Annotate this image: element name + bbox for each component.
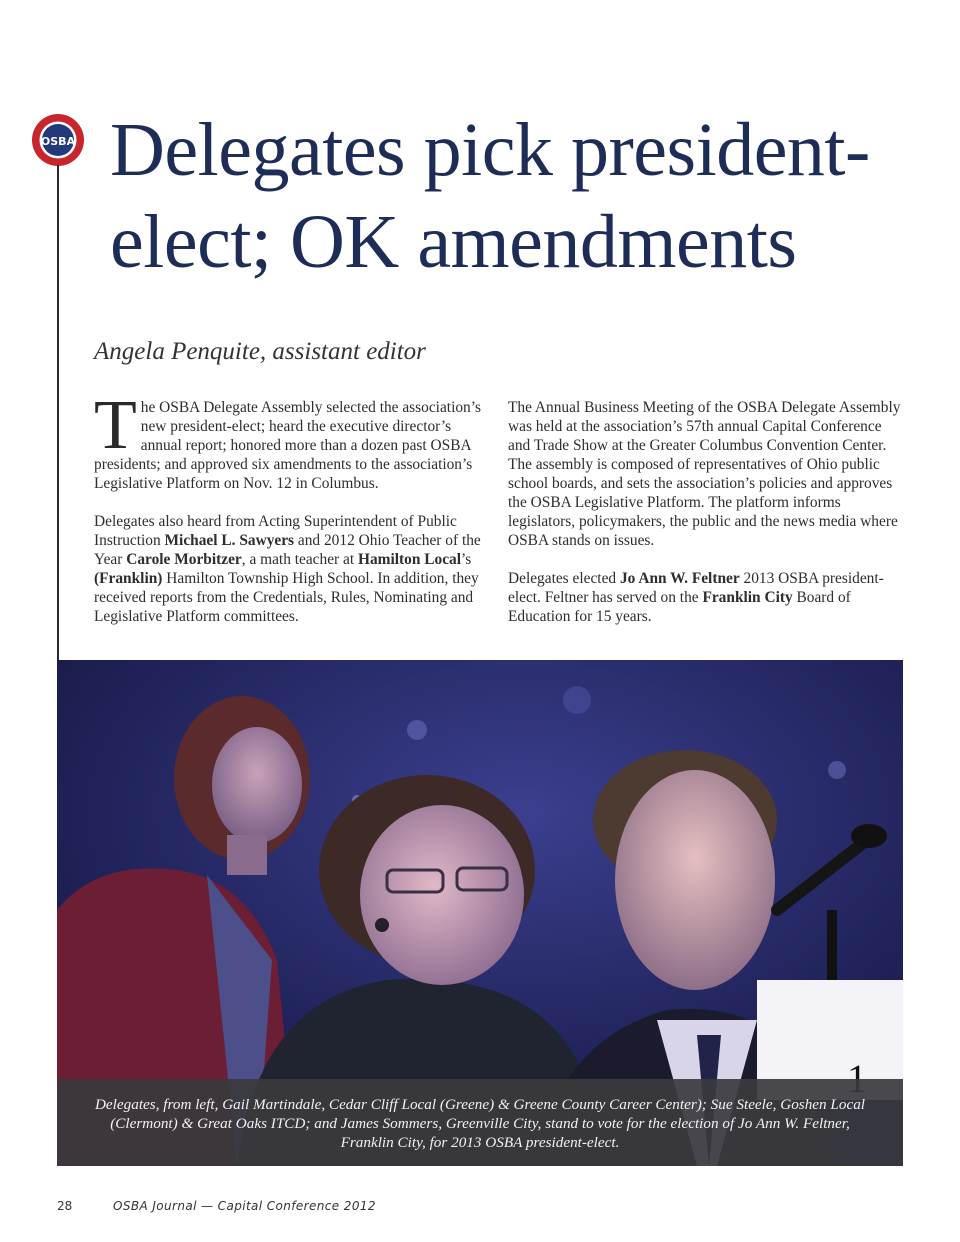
photo-caption: Delegates, from left, Gail Martindale, Cedar Cliff Local (Greene) & Greene County Career Center); Sue Steele, Goshen Local (Clermont) & Great Oaks ITCD; and James Sommers, Greenville City, stand to vote for the election of Jo Ann W. Feltner, Franklin City, for 2013 OSBA president-elect. [57, 1079, 903, 1166]
left-vertical-rule [57, 165, 59, 665]
page-footer [57, 1199, 376, 1213]
byline: Angela Penquite, assistant editor [94, 338, 426, 365]
publication-name: OSBA Journal — Capital Conference 2012 [113, 1199, 376, 1213]
speakers-paragraph: Delegates also heard from Acting Superintendent of Public Instruction Michael L. Sawyers and 2012 Ohio Teacher of the Year Carole Morbitzer, a math teacher at Hamilton Local’s (Franklin) Hamilton Township High School. In addition, they received reports from the Credentials, Rules, Nominating and Legislative Platform committees. [94, 513, 481, 625]
headline-line-2: elect; OK amendments [110, 200, 797, 284]
headline-line-1: Delegates pick president- [110, 108, 870, 192]
delegates-photo [57, 660, 903, 1166]
meeting-paragraph: The Annual Business Meeting of the OSBA Delegate Assembly was held at the association’s 57th annual Capital Conference and Trade Show at the Greater Columbus Convention Center. The assembly is composed of representatives of Ohio public school boards, and sets the association’s policies and approves the OSBA Legislative Platform. The platform informs legislators, policymakers, the public and the news media where OSBA stands on issues. [508, 399, 901, 549]
drop-cap: T [94, 387, 137, 464]
right-column [508, 398, 904, 645]
osba-logo [31, 113, 85, 167]
left-column [94, 387, 492, 645]
page-number: 28 [57, 1199, 73, 1213]
svg-text:OSBA: OSBA [40, 135, 76, 148]
intro-paragraph: The OSBA Delegate Assembly selected the association’s new president-elect; heard the executive director’s annual report; honored more than a dozen past OSBA presidents; and approved six amendments to the association’s Legislative Platform on Nov. 12 in Columbus. [94, 387, 481, 492]
article-headline [110, 104, 930, 288]
election-paragraph: Delegates elected Jo Ann W. Feltner 2013 OSBA president-elect. Feltner has served on the Franklin City Board of Education for 15 years. [508, 570, 884, 625]
